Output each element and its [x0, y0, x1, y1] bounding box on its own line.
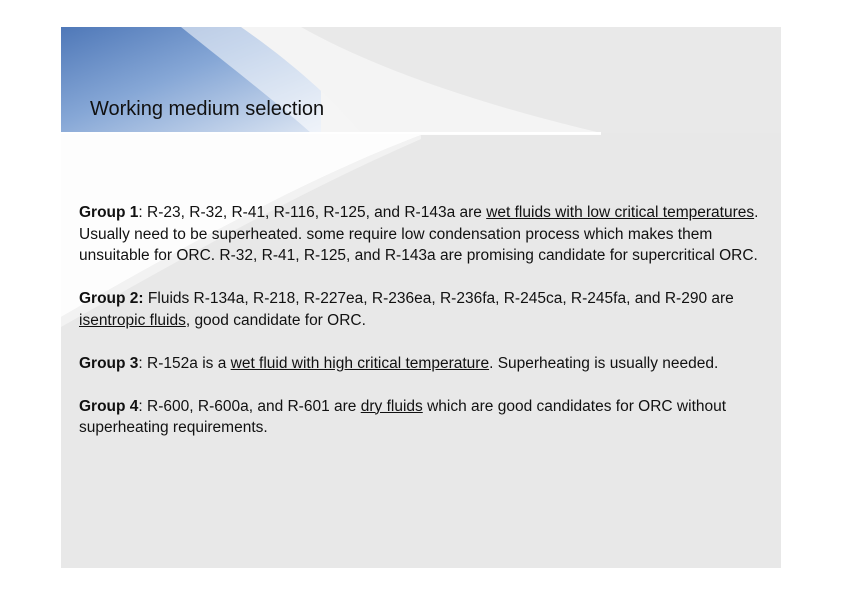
group-2-pre: Fluids R-134a, R-218, R-227ea, R-236ea, R-236fa, R-245ca, R-245fa, and R-290 are — [147, 290, 734, 307]
group-1-paragraph — [79, 202, 769, 267]
group-3-paragraph — [79, 353, 769, 375]
group-3-label: Group 3 — [79, 354, 139, 372]
group-4-post: which are good candidates for ORC without superheating requirements. — [79, 397, 727, 436]
group-2-paragraph — [79, 288, 769, 331]
group-4-pre: R-600, R-600a, and R-601 are — [147, 397, 361, 415]
group-1-label: Group 1 — [79, 204, 139, 221]
group-3-separator: : — [138, 354, 148, 372]
group-4-separator: : — [138, 397, 148, 415]
group-4-underlined: dry fluids — [360, 397, 423, 415]
group-1-underlined: wet fluids with low critical temperatures — [486, 204, 755, 221]
group-1-separator: : — [138, 204, 148, 221]
group-4-label: Group 4 — [79, 397, 139, 415]
slide-title: Working medium selection — [90, 98, 325, 120]
group-2-post: , good candidate for ORC. — [185, 311, 366, 329]
group-3-pre: R-152a is a — [147, 354, 231, 372]
group-3-underlined: wet fluid with high critical temperature — [230, 354, 490, 372]
group-2-underlined: isentropic fluids — [79, 311, 186, 329]
group-2-label: Group 2: — [79, 290, 144, 307]
slide — [61, 27, 781, 568]
group-3-post: . Superheating is usually needed. — [489, 354, 719, 372]
group-1-pre: R-23, R-32, R-41, R-116, R-125, and R-143a are — [147, 204, 487, 221]
group-1-post: . Usually need to be superheated. some require low condensation process which makes them unsuitable for ORC. R-32, R-41, R-125, and R-143a are promising candidate for supercritical ORC. — [79, 204, 759, 264]
group-4-paragraph — [79, 396, 769, 439]
slide-body — [79, 202, 769, 460]
